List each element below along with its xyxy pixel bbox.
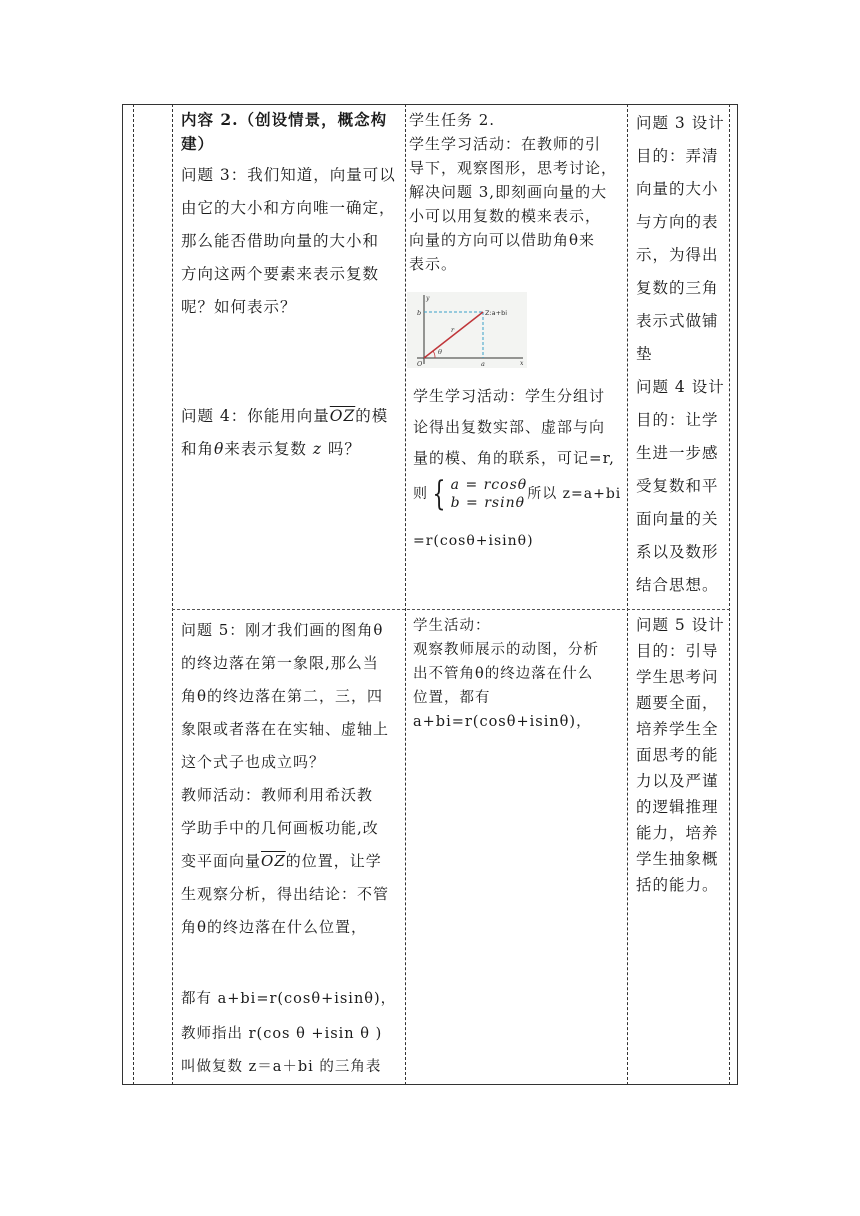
student-task-cell — [409, 108, 627, 276]
system-equations — [451, 476, 528, 512]
purpose-line: 生进一步感 — [636, 444, 719, 462]
label-y: y — [426, 295, 430, 302]
vector-oz: $\overline{OZ}$ — [261, 852, 286, 870]
table-bottom-border — [122, 1084, 738, 1085]
question-5-line: 象限或者落在在实轴、虚轴上 — [181, 720, 390, 738]
question-3-line: 那么能否借助向量的大小和 — [181, 232, 380, 250]
purpose-line: 面向量的关 — [636, 510, 719, 528]
purpose-line: 受复数和平 — [636, 477, 719, 495]
equation-b: b = rsinθ — [450, 495, 526, 511]
left-brace: { — [432, 474, 447, 514]
purpose-line: 能力，培养 — [636, 824, 719, 842]
question-4-text — [181, 400, 403, 466]
all-have-equation — [181, 983, 403, 1016]
student-activity-line: 表示。 — [409, 255, 458, 273]
purpose-line: 培养学生全 — [636, 720, 719, 738]
purpose-line: 题要全面， — [636, 694, 719, 712]
trig-form-line: =r(cosθ+isinθ) — [413, 533, 534, 549]
purpose-line: 面思考的能 — [636, 746, 719, 764]
purpose-line: 的逻辑推理 — [636, 798, 719, 816]
activity-2-line: 学生学习活动：学生分组讨 — [413, 387, 606, 405]
table-right-border — [737, 104, 738, 1085]
question-4-line1: 问题 4：你能用向量$\overline{OZ}$的模 — [181, 407, 389, 425]
student-task-title: 学生任务 2. — [409, 111, 496, 129]
question-3-line: 呢？如何表示？ — [181, 298, 297, 316]
purpose-line: 问题 3 设计 — [636, 114, 725, 132]
question-3-line: 方向这两个要素来表示复数 — [181, 265, 380, 283]
student-activity-line: 观察教师展示的动图，分析 — [413, 642, 599, 658]
purpose-line: 目的：引导 — [636, 642, 719, 660]
student-activity-line: 出不管角θ的终边落在什么 — [413, 666, 594, 682]
equation-system — [413, 476, 627, 512]
all-have-line: 都有 a+bi=r(cosθ+isinθ)， — [181, 991, 397, 1007]
purpose-line: 力以及严谨 — [636, 772, 719, 790]
table-col-divider-3 — [405, 104, 406, 1085]
student-activity-line: 导下，观察图形，思考讨论， — [409, 159, 618, 177]
label-o: O — [417, 360, 423, 368]
table-col-divider-5 — [729, 104, 730, 1085]
purpose-line: 垫 — [636, 345, 653, 363]
purpose-line: 目的：让学 — [636, 411, 719, 429]
purpose-line: 问题 5 设计 — [636, 616, 725, 634]
student-activity-line: 向量的方向可以借助角θ来 — [409, 231, 596, 249]
row1-content-cell — [181, 108, 403, 156]
question-3-line: 由它的大小和方向唯一确定， — [181, 199, 396, 217]
purpose-line: 结合思想。 — [636, 576, 719, 594]
purpose-line: 系以及数形 — [636, 543, 719, 561]
student-activity-line: a+bi=r(cosθ+isinθ)， — [413, 714, 592, 730]
student-activity-line: 解决问题 3,即刻画向量的大 — [409, 183, 608, 201]
question-3-text — [181, 159, 403, 324]
question-4-line2: 和角θ来表示复数 z 吗？ — [181, 440, 361, 458]
question-5-line: 这个式子也成立吗？ — [181, 753, 326, 771]
content-heading: 内容 2.（创设情景，概念构 建） — [181, 110, 388, 153]
purpose-line: 示，为得出 — [636, 246, 719, 264]
question-5-line: 角θ的终边落在第二，三，四 — [181, 687, 384, 705]
table-left-border — [122, 104, 123, 1085]
question-5-line: 的终边落在第一象限,那么当 — [181, 654, 379, 672]
teacher-point-line: 教师指出 r(cos θ +isin θ ) — [181, 1026, 383, 1042]
vector-oz: $\overline{OZ}$ — [329, 407, 356, 425]
equation-a: a = rcosθ — [450, 477, 528, 493]
activity-2-line: 量的模、角的联系，可记=r, — [413, 449, 615, 467]
table-top-border — [122, 104, 738, 105]
teacher-point-line: 叫做复数 z＝a＋bi 的三角表 — [181, 1059, 382, 1075]
purpose-line: 问题 4 设计 — [636, 378, 725, 396]
purpose-line: 向量的大小 — [636, 180, 719, 198]
design-purpose-cell-2 — [636, 612, 728, 898]
student-activity-line: 学生学习活动：在教师的引 — [409, 135, 602, 153]
purpose-line: 与方向的表 — [636, 213, 719, 231]
teacher-activity-line: 教师活动：教师利用希沃教 — [181, 786, 374, 804]
so-text: 所以 z=a+bi — [527, 486, 622, 502]
table-col-divider-4 — [627, 104, 628, 1085]
trig-form-equation — [413, 526, 627, 556]
teacher-activity-line: 生观察分析，得出结论：不管 — [181, 885, 390, 903]
purpose-line: 学生抽象概 — [636, 850, 719, 868]
student-activity-line: 学生活动： — [413, 618, 491, 634]
purpose-line: 学生思考问 — [636, 668, 719, 686]
table-col-divider-2 — [172, 104, 173, 1085]
teacher-activity-line: 变平面向量$\overline{OZ}$的位置，让学 — [181, 852, 382, 870]
table-col-divider-1 — [133, 104, 134, 1085]
then-label: 则 — [413, 486, 428, 502]
activity-2-line: 论得出复数实部、虚部与向 — [413, 418, 606, 436]
student-activity-line: 位置，都有 — [413, 690, 491, 706]
label-r: r — [451, 326, 455, 334]
student-activity-cell — [413, 614, 627, 734]
label-b: b — [417, 309, 422, 317]
question-3-line: 问题 3：我们知道，向量可以 — [181, 166, 396, 184]
purpose-line: 目的：弄清 — [636, 147, 719, 165]
complex-vector-figure — [407, 292, 527, 368]
student-activity-line: 小可以用复数的模来表示， — [409, 207, 602, 225]
label-z: Z:a+bi — [485, 309, 508, 317]
teacher-activity-line: 学助手中的几何画板功能,改 — [181, 819, 379, 837]
label-theta: θ — [438, 348, 442, 356]
question-5-cell — [181, 614, 403, 944]
label-x: x — [520, 360, 524, 367]
purpose-line: 括的能力。 — [636, 876, 719, 894]
student-activity-2 — [413, 381, 627, 474]
teacher-point-out — [181, 1018, 403, 1084]
design-purpose-cell-1 — [636, 107, 728, 602]
label-a: a — [481, 360, 485, 368]
teacher-activity-line: 角θ的终边落在什么位置， — [181, 918, 368, 936]
table-row-divider — [172, 609, 730, 610]
question-5-line: 问题 5：刚才我们画的图角θ — [181, 621, 384, 639]
purpose-line: 表示式做铺 — [636, 312, 719, 330]
purpose-line: 复数的三角 — [636, 279, 719, 297]
